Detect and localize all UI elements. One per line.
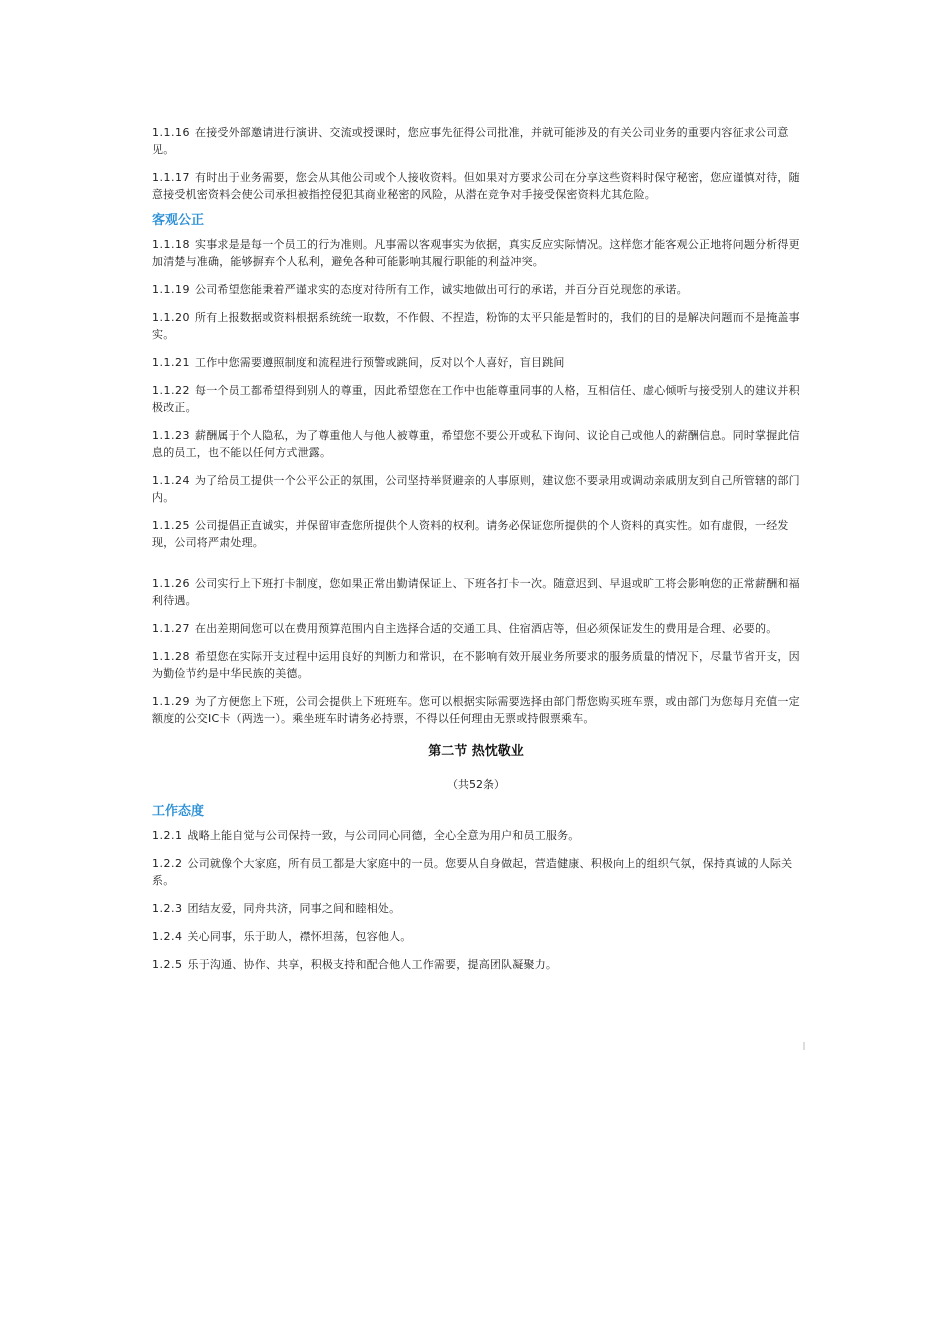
clause-1-1-28: 1.1.28 希望您在实际开支过程中运用良好的判断力和常识，在不影响有效开展业务所要求的服务质量的情况下，尽量节省开支，因为勤俭节约是中华民族的美德。 (152, 650, 800, 680)
clause-1-1-19: 1.1.19 公司希望您能秉着严谨求实的态度对待所有工作，诚实地做出可行的承诺，并百分百兑现您的承诺。 (152, 283, 688, 296)
document-page (152, 124, 800, 973)
clause-1-2-5: 1.2.5 乐于沟通、协作、共享，积极支持和配合他人工作需要，提高团队凝聚力。 (152, 958, 558, 971)
section-count: （共52条） (447, 778, 505, 791)
clause-1-1-25: 1.1.25 公司提倡正直诚实，并保留审查您所提供个人资料的权利。请务必保证您所提供的个人资料的真实性。如有虚假，一经发现，公司将严肃处理。 (152, 519, 789, 549)
clause-1-1-27: 1.1.27 在出差期间您可以在费用预算范围内自主选择合适的交通工具、住宿酒店等，但必须保证发生的费用是合理、必要的。 (152, 622, 778, 635)
clause-1-1-20: 1.1.20 所有上报数据或资料根据系统统一取数，不作假、不捏造，粉饰的太平只能是暂时的，我们的目的是解决问题而不是掩盖事实。 (152, 311, 800, 341)
clause-1-1-16: 1.1.16 在接受外部邀请进行演讲、交流或授课时，您应事先征得公司批准，并就可能涉及的有关公司业务的重要内容征求公司意见。 (152, 126, 789, 156)
clause-1-1-17: 1.1.17 有时出于业务需要，您会从其他公司或个人接收资料。但如果对方要求公司在分享这些资料时保守秘密，您应谨慎对待，随意接受机密资料会使公司承担被指控侵犯其商业秘密的风险，从潜在竞争对手接受保密资料尤其危险。 (152, 171, 800, 201)
clause-1-1-22: 1.1.22 每一个员工都希望得到别人的尊重，因此希望您在工作中也能尊重同事的人格，互相信任、虚心倾听与接受别人的建议并积极改正。 (152, 384, 800, 414)
clause-1-2-2: 1.2.2 公司就像个大家庭，所有员工都是大家庭中的一员。您要从自身做起，营造健康、积极向上的组织气氛，保持真诚的人际关系。 (152, 857, 793, 887)
page-edge-mark (803, 1042, 805, 1050)
clause-1-1-29: 1.1.29 为了方便您上下班，公司会提供上下班班车。您可以根据实际需要选择由部门帮您购买班车票，或由部门为您每月充值一定额度的公交IC卡（两选一）。乘坐班车时请务必持票，不得以任何理由无票或持假票乘车。 (152, 695, 800, 725)
clause-1-1-26: 1.1.26 公司实行上下班打卡制度，您如果正常出勤请保证上、下班各打卡一次。随意迟到、早退或旷工将会影响您的正常薪酬和福利待遇。 (152, 577, 800, 607)
clause-1-1-24: 1.1.24 为了给员工提供一个公平公正的氛围，公司坚持举贤避亲的人事原则，建议您不要录用或调动亲戚朋友到自己所管辖的部门内。 (152, 474, 800, 504)
clause-1-2-1: 1.2.1 战略上能自觉与公司保持一致，与公司同心同德，全心全意为用户和员工服务。 (152, 829, 580, 842)
clause-1-1-21: 1.1.21 工作中您需要遵照制度和流程进行预警或跳间，反对以个人喜好，盲目跳间 (152, 356, 565, 369)
heading-objective: 客观公正 (152, 213, 205, 228)
clause-1-2-4: 1.2.4 关心同事，乐于助人，襟怀坦荡，包容他人。 (152, 930, 412, 943)
heading-attitude: 工作态度 (152, 804, 205, 819)
clause-1-1-18: 1.1.18 实事求是是每一个员工的行为准则。凡事需以客观事实为依据，真实反应实际情况。这样您才能客观公正地将问题分析得更加清楚与准确，能够摒弃个人私利，避免各种可能影响其履行职能的利益冲突。 (152, 238, 800, 268)
clause-1-2-3: 1.2.3 团结友爱，同舟共济，同事之间和睦相处。 (152, 902, 401, 915)
clause-1-1-23: 1.1.23 薪酬属于个人隐私，为了尊重他人与他人被尊重，希望您不要公开或私下询问、议论自己或他人的薪酬信息。同时掌握此信息的员工，也不能以任何方式泄露。 (152, 429, 800, 459)
section-title: 第二节 热忱敬业 (428, 744, 524, 759)
